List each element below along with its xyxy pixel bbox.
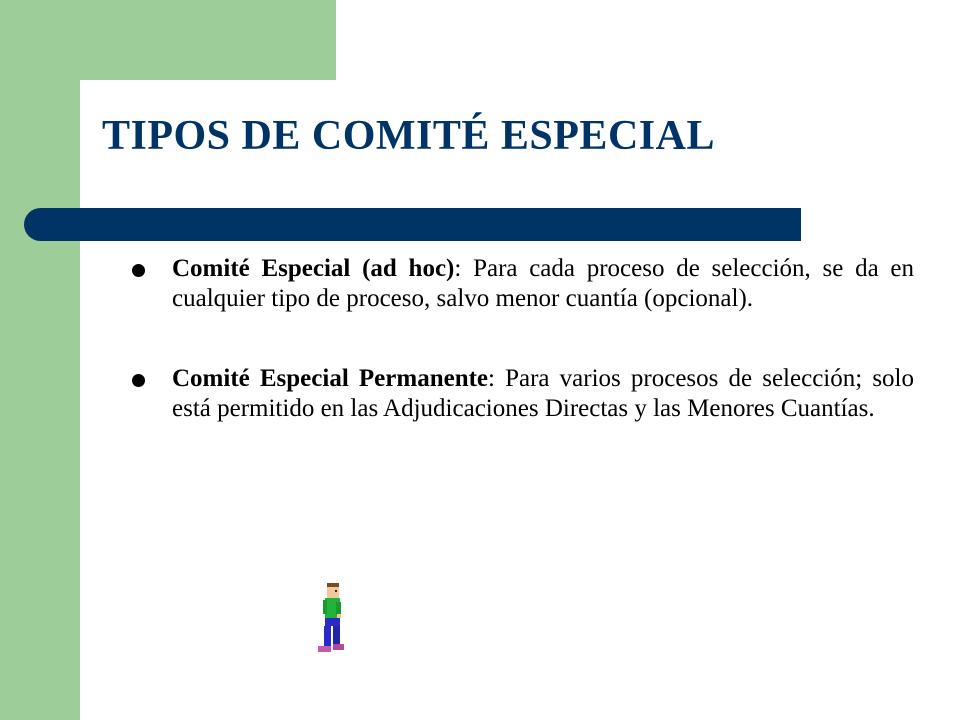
bullet-term: Comité Especial (ad hoc) <box>172 255 455 282</box>
title-divider-bar <box>24 208 801 241</box>
bullet-list <box>132 254 914 474</box>
bullet-term: Comité Especial Permanente <box>172 365 489 392</box>
bullet-dot-icon <box>132 374 145 387</box>
walking-person-icon <box>314 580 350 660</box>
bullet-dot-icon <box>132 264 145 277</box>
slide-title: TIPOS DE COMITÉ ESPECIAL <box>102 113 715 159</box>
top-accent-bar <box>80 0 336 80</box>
bullet-text: : Para varios procesos de selección; solo está permitido en las Adjudicaciones Directas y las Menores Cuantías. <box>172 365 914 422</box>
bullet-item-ad-hoc <box>132 254 914 314</box>
left-accent-bar <box>0 0 80 720</box>
bullet-text: : Para cada proceso de selección, se da en cualquier tipo de proceso, salvo menor cuantía (opcional). <box>172 255 914 312</box>
bullet-item-permanente <box>132 364 914 424</box>
